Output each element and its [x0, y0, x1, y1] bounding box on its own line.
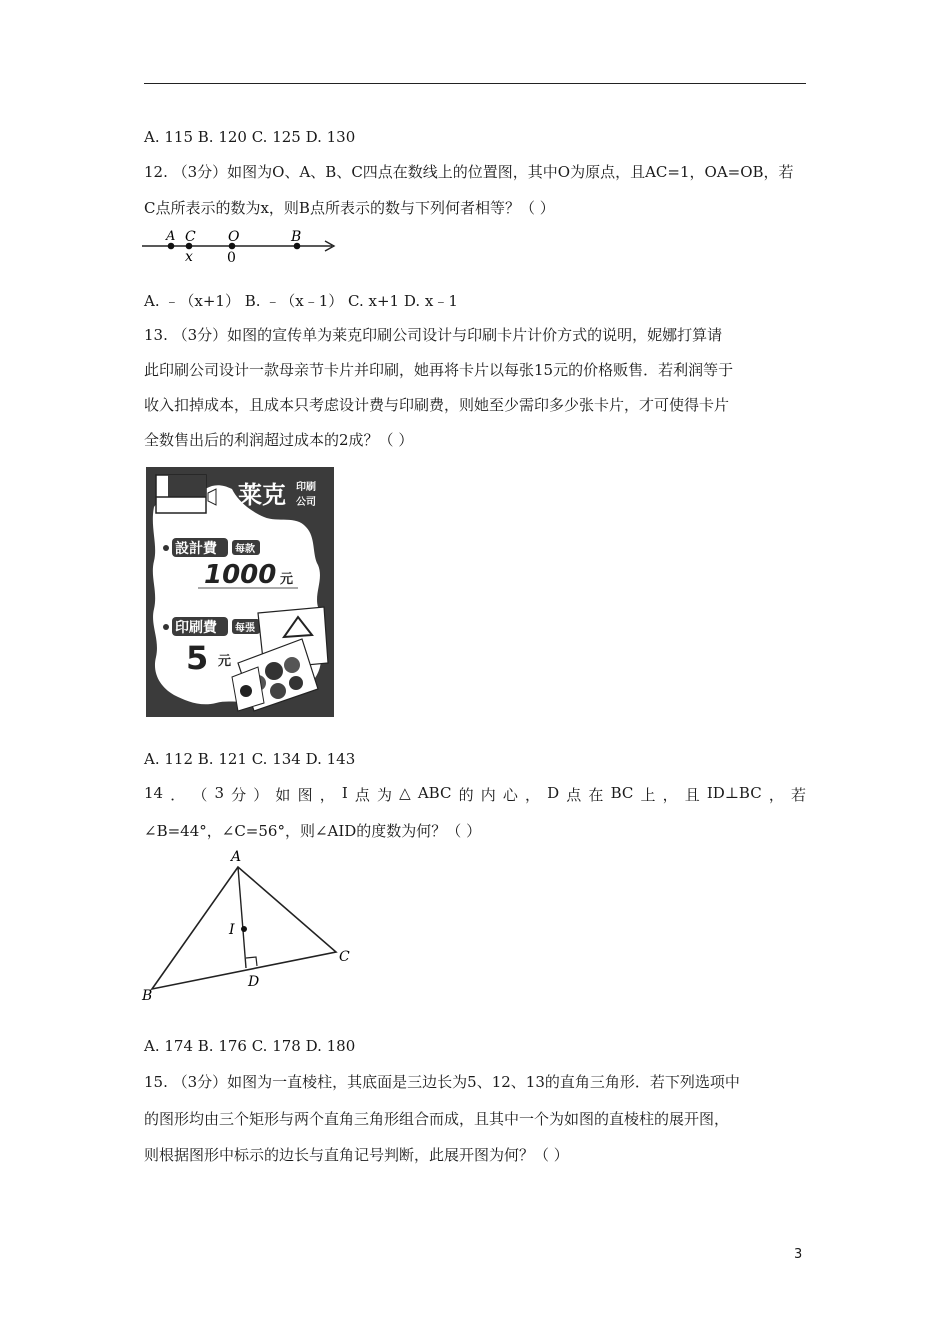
q14-line1-fragment: 3: [214, 784, 225, 802]
flyer-design-label: 設計費: [175, 541, 217, 557]
q14-line1-fragment: △: [399, 784, 411, 802]
q14-line1-fragment: 点: [354, 786, 370, 804]
q14-line1-fragment: BC: [610, 784, 634, 802]
page-number: 3: [794, 1247, 803, 1262]
flyer-design-price: 1000: [204, 560, 277, 590]
q15-text-line3: 则根据图形中标示的边长与直角记号判断，此展开图为何？（ ）: [144, 1146, 569, 1164]
flyer-design-currency: 元: [280, 572, 294, 587]
q14-line1-fragment: D: [547, 784, 560, 802]
q14-text-line2: ∠B=44°，∠C=56°，则∠AID的度数为何？（ ）: [144, 822, 482, 840]
print-shop-flyer: [146, 467, 334, 717]
flyer-print-price: 5: [186, 639, 209, 677]
number-line-figure: [142, 226, 342, 268]
q14-line1-fragment: 的: [458, 786, 474, 804]
triangle-figure: [140, 845, 360, 1007]
q14-line1-fragment: 分: [231, 786, 247, 804]
point-o-label: O: [228, 229, 240, 245]
point-c-label: C: [185, 229, 196, 245]
q14-line1-fragment: 在: [588, 786, 604, 804]
q13-text-line3: 收入扣掉成本，且成本只考虑设计费与印刷费，则她至少需印多少张卡片，才可使得卡片: [144, 396, 730, 414]
q13-text-line2: 此印刷公司设计一款母亲节卡片并印刷，她再将卡片以每张15元的价格贩售．若利润等于: [144, 361, 734, 379]
flyer-print-currency: 元: [218, 654, 232, 669]
q14-line1-fragment: 且: [684, 786, 700, 804]
flyer-print-unit: 每張: [235, 623, 255, 634]
point-a-label: A: [166, 229, 176, 244]
q14-line1-fragment: 为: [377, 786, 393, 804]
q13-options: A. 112 B. 121 C. 134 D. 143: [144, 750, 356, 768]
q14-line1-fragment: ）: [253, 786, 269, 804]
point-i-label: I: [229, 922, 235, 938]
q13-text-line1: 13. （3分）如图的宣传单为莱克印刷公司设计与印刷卡片计价方式的说明，妮娜打算请: [144, 326, 723, 344]
q13-text-line4: 全数售出后的利润超过成本的2成？（ ）: [144, 431, 414, 449]
q14-line1-fragment: 上: [640, 786, 656, 804]
flyer-print-label: 印刷費: [175, 620, 217, 636]
q14-line1-fragment: （: [192, 786, 208, 804]
flyer-design-unit: 每款: [235, 544, 255, 555]
vertex-a-label: A: [231, 849, 242, 865]
q14-line1-fragment: ，: [525, 786, 541, 804]
q14-line1-fragment: 如: [275, 786, 291, 804]
q14-line1-fragment: ABC: [417, 784, 452, 802]
q14-line1-fragment: 点: [566, 786, 582, 804]
q15-text-line1: 15. （3分）如图为一直棱柱，其底面是三边长为5、12、13的直角三角形．若下列选项中: [144, 1073, 740, 1091]
q14-line1-fragment: ，: [768, 786, 784, 804]
point-o-value: 0: [227, 250, 236, 266]
point-c-value: x: [185, 249, 193, 265]
q14-line1-fragment: 心: [502, 786, 518, 804]
q14-options: A. 174 B. 176 C. 178 D. 180: [144, 1037, 356, 1055]
flyer-brand: 莱克: [238, 481, 286, 509]
flyer-brand-sub2: 公司: [296, 497, 316, 508]
vertex-b-label: B: [142, 988, 153, 1004]
q14-line1-fragment: ，: [319, 786, 335, 804]
vertex-c-label: C: [339, 949, 350, 965]
q14-line1-fragment: 图: [297, 786, 313, 804]
flyer-brand-sub1: 印刷: [296, 482, 316, 493]
header-rule: [144, 83, 806, 84]
point-b-label: B: [291, 229, 302, 245]
q14-line1-fragment: 内: [480, 786, 496, 804]
q14-line1-fragment: ，: [662, 786, 678, 804]
point-d-label: D: [248, 974, 260, 990]
q14-line1-fragment: 若: [790, 786, 806, 804]
q12-text-line2: C点所表示的数为x，则B点所表示的数与下列何者相等？（ ）: [144, 199, 555, 217]
q15-text-line2: 的图形均由三个矩形与两个直角三角形组合而成，且其中一个为如图的直棱柱的展开图，: [144, 1110, 730, 1128]
q12-options: A. ﹣（x+1） B. ﹣（x﹣1） C. x+1 D. x﹣1: [144, 292, 458, 310]
q12-text-line1: 12. （3分）如图为O、A、B、C四点在数线上的位置图，其中O为原点，且AC=1，OA=OB，若: [144, 163, 794, 181]
q14-line1-fragment: ．: [170, 786, 186, 804]
q14-line1-fragment: I: [341, 784, 348, 802]
q14-line1-fragment: ID⊥BC: [706, 784, 762, 802]
q14-line1-fragment: 14: [144, 784, 164, 802]
q11-options: A. 115 B. 120 C. 125 D. 130: [144, 128, 356, 146]
q14-text-line1: [144, 784, 806, 806]
